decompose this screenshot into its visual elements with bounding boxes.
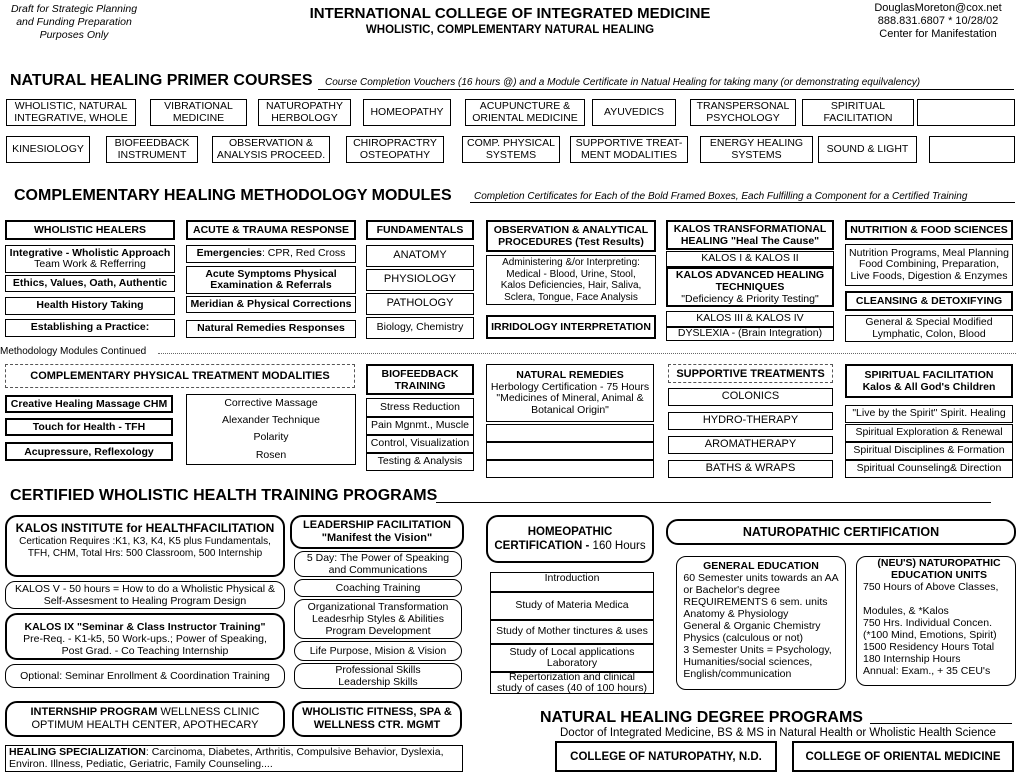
homeo-tinctures: Study of Mother tinctures & uses [490, 620, 654, 644]
physical-acupressure: Acupressure, Reflexology [5, 442, 173, 461]
fundamentals-biology: Biology, Chemistry [366, 317, 474, 339]
remedies-empty-3 [486, 460, 654, 478]
leadership-professional: Professional Skills Leadership Skills [294, 663, 462, 689]
supportive-colonics: COLONICS [668, 388, 833, 406]
primer-course-b-5: COMP. PHYSICAL SYSTEMS [462, 136, 560, 163]
module-spiritual-facilitation: SPIRITUAL FACILITATION Kalos & All God's Children [845, 364, 1013, 398]
physical-tfh: Touch for Health - TFH [5, 418, 173, 436]
module-natural-remedies: NATURAL REMEDIES Herbology Certification - 75 Hours "Medicines of Mineral, Animal & Botanical Origin" [486, 364, 654, 422]
college-oriental-medicine: COLLEGE OF ORIENTAL MEDICINE [792, 741, 1014, 772]
module-physical-treatment: COMPLEMENTARY PHYSICAL TREATMENT MODALITIES [5, 364, 355, 388]
general-education: GENERAL EDUCATION 60 Semester units towards an AA or Bachelor's degree REQUIREMENTS 6 sem. units Anatomy & Physiology General & Organic Chemistry Physics (calculous or not) 3 Semester Units = Psychology, Humanities/social sciences, English/communication [676, 556, 846, 690]
primer-course-b-8: SOUND & LIGHT [818, 136, 917, 163]
module-integrative: Integrative - Wholistic Approach Team Work & Refferring [5, 245, 175, 273]
primer-title: NATURAL HEALING PRIMER COURSES [10, 72, 313, 89]
physical-right-list: Corrective Massage Alexander Technique Polarity Rosen [186, 394, 356, 465]
module-supportive-treatments: SUPPORTIVE TREATMENTS [668, 364, 833, 383]
module-emergencies: Emergencies : CPR, Red Cross [186, 245, 356, 263]
module-acute-symptoms: Acute Symptoms Physical Examination & Referrals [186, 266, 356, 294]
primer-note: Course Completion Vouchers (16 hours @) and a Module Certificate in Natual Healing for taking many (or demonstrating equilvalency) [325, 77, 921, 88]
module-irridology: IRRIDOLOGY INTERPRETATION [486, 315, 656, 339]
primer-course-4: HOMEOPATHY [363, 99, 451, 126]
primer-course-b-4: CHIROPRACTRY OSTEOPATHY [346, 136, 444, 163]
primer-course-b-1: KINESIOLOGY [6, 136, 90, 163]
supportive-aroma: AROMATHERAPY [668, 436, 833, 454]
kalos-1-2: KALOS I & KALOS II [666, 251, 834, 267]
bio-control: Control, Visualization [366, 435, 474, 453]
supportive-hydro: HYDRO-THERAPY [668, 412, 833, 430]
primer-course-b-9 [929, 136, 1015, 163]
leadership-life-purpose: Life Purpose, Mision & Vision [294, 641, 462, 661]
contact-info: DouglasMoreton@cox.net 888.831.6807 * 10/28/02 Center for Manifestation [874, 2, 1002, 40]
kalos-dyslexia: DYSLEXIA - (Brain Integration) [666, 327, 834, 341]
homeopathic-certification: HOMEOPATHIC CERTIFICATION - 160 Hours [486, 515, 654, 563]
bio-testing: Testing & Analysis [366, 453, 474, 471]
homeo-materia-medica: Study of Materia Medica [490, 592, 654, 620]
physical-chm: Creative Healing Massage CHM [5, 395, 173, 413]
homeo-repertorization: Repertorization and clinical study of cases (40 of 100 hours) [490, 672, 654, 694]
wholistic-fitness: WHOLISTIC FITNESS, SPA & WELLNESS CTR. MGMT [292, 701, 462, 737]
kalos-3-4: KALOS III & KALOS IV [666, 311, 834, 327]
observation-detail: Administering &/or Interpreting: Medical - Blood, Urine, Stool, Kalos Deficiencies, Hair, Saliva, Sclera, Tongue, Face Analysis [486, 255, 656, 305]
module-biofeedback: BIOFEEDBACK TRAINING [366, 364, 474, 395]
module-fundamentals: FUNDAMENTALS [366, 220, 474, 240]
module-nutrition: NUTRITION & FOOD SCIENCES [845, 220, 1013, 240]
healing-specialization: HEALING SPECIALIZATION: Carcinoma, Diabetes, Arthritis, Compulsive Behavior, Dyslexia, Environ. Illness, Pediatic, Geriatric, Family Counseling.... [5, 745, 463, 772]
college-naturopathy: COLLEGE OF NATUROPATHY, N.D. [555, 741, 777, 772]
leadership-power-speaking: 5 Day: The Power of Speaking and Communications [294, 551, 462, 577]
methodology-note: Completion Certificates for Each of the Bold Framed Boxes, Each Fulfilling a Component for a Certified Training [474, 191, 968, 202]
cleansing-detail: General & Special Modified Lymphatic, Colon, Blood [845, 315, 1013, 342]
page-subtitle: WHOLISTIC, COMPLEMENTARY NATURAL HEALING [365, 24, 655, 36]
leadership-organizational: Organizational Transformation Leadesrhip Styles & Abilities Program Development [294, 599, 462, 639]
supportive-baths: BATHS & WRAPS [668, 460, 833, 478]
spiritual-counseling: Spiritual Counseling& Direction [845, 460, 1013, 478]
internship-program: INTERNSHIP PROGRAM WELLNESS CLINIC OPTIMUM HEALTH CENTER, APOTHECARY [5, 701, 285, 737]
neu-education-units: (NEU'S) NATUROPATHIC EDUCATION UNITS 750 Hours of Above Classes, Modules, & *Kalos 750 Hrs. Individual Concen. (*100 Mind, Emotions, Spirit) 1500 Residency Hours Total 180 Internship Hours Annual: Exam., + 35 CEU's [856, 556, 1016, 686]
bio-stress: Stress Reduction [366, 398, 474, 417]
primer-course-9 [917, 99, 1015, 126]
homeo-introduction: Introduction [490, 572, 654, 592]
draft-note: Draft for Strategic Planning and Funding Preparation Purposes Only [10, 3, 138, 41]
spiritual-exploration: Spiritual Exploration & Renewal [845, 424, 1013, 442]
primer-course-1: WHOLISTIC, NATURAL INTEGRATIVE, WHOLE [6, 99, 136, 126]
naturopathic-certification: NATUROPATHIC CERTIFICATION [666, 519, 1016, 545]
kalos-institute-detail: Certication Requires :K1, K3, K4, K5 plus Fundamentals, TFH, CHM, Total Hrs: 500 Classroom, 500 Internship [19, 536, 271, 559]
primer-course-6: AYUVEDICS [592, 99, 676, 126]
module-kalos-transformational: KALOS TRANSFORMATIONAL HEALING "Heal The Cause" [666, 220, 834, 250]
primer-course-7: TRANSPERSONAL PSYCHOLOGY [690, 99, 796, 126]
fundamentals-physiology: PHYSIOLOGY [366, 269, 474, 291]
kalos-institute-title: KALOS INSTITUTE for HEALTHFACILITATION [15, 521, 275, 535]
primer-course-b-2: BIOFEEDBACK INSTRUMENT [106, 136, 198, 163]
module-acute-trauma: ACUTE & TRAUMA RESPONSE [186, 220, 356, 240]
leadership-coaching: Coaching Training [294, 579, 462, 597]
module-establishing-practice: Establishing a Practice: [5, 319, 175, 337]
methodology-title: COMPLEMENTARY HEALING METHODOLOGY MODULES [14, 187, 452, 204]
module-kalos-advanced: KALOS ADVANCED HEALING TECHNIQUES "Deficiency & Priority Testing" [666, 267, 834, 307]
module-meridian: Meridian & Physical Corrections [186, 296, 356, 313]
leadership-facilitation: LEADERSHIP FACILITATION "Manifest the Vision" [290, 515, 464, 549]
nutrition-detail: Nutrition Programs, Meal Planning Food Combining, Preparation, Live Foods, Digestion & Enzymes [845, 244, 1013, 286]
modules-continued-label: Methodology Modules Continued [0, 346, 147, 357]
module-ethics: Ethics, Values, Oath, Authentic [5, 275, 175, 292]
degree-subtitle: Doctor of Integrated Medicine, BS & MS in Natural Health or Wholistic Health Science [560, 727, 996, 739]
module-health-history: Health History Taking [5, 297, 175, 315]
fundamentals-pathology: PATHOLOGY [366, 293, 474, 315]
primer-course-5: ACUPUNCTURE & ORIENTAL MEDICINE [465, 99, 585, 126]
bio-pain: Pain Mgnmt., Muscle [366, 417, 474, 435]
spiritual-disciplines: Spiritual Disciplines & Formation [845, 442, 1013, 460]
module-natural-remedies-responses: Natural Remedies Responses [186, 320, 356, 338]
certified-title: CERTIFIED WHOLISTIC HEALTH TRAINING PROGRAMS [10, 487, 438, 504]
kalos-ix-title: KALOS IX "Seminar & Class Instructor Training" [24, 621, 266, 633]
primer-course-b-7: ENERGY HEALING SYSTEMS [700, 136, 813, 163]
primer-course-3: NATUROPATHY HERBOLOGY [258, 99, 351, 126]
page-title: INTERNATIONAL COLLEGE OF INTEGRATED MEDICINE [309, 5, 711, 22]
primer-course-b-6: SUPPORTIVE TREAT- MENT MODALITIES [570, 136, 688, 163]
kalos-optional: Optional: Seminar Enrollment & Coordination Training [5, 664, 285, 688]
primer-course-8: SPIRITUAL FACILITATION [802, 99, 914, 126]
kalos-ix-detail: Pre-Req. - K1-k5, 50 Work-ups.; Power of Speaking, Post Grad. - Co Teaching Internship [23, 633, 267, 657]
remedies-empty-2 [486, 442, 654, 460]
module-cleansing: CLEANSING & DETOXIFYING [845, 291, 1013, 311]
kalos-v: KALOS V - 50 hours = How to do a Wholistic Physical & Self-Assesment to Healing Program Design [5, 581, 285, 609]
module-observation: OBSERVATION & ANALYTICAL PROCEDURES (Test Results) [486, 220, 656, 252]
remedies-empty-1 [486, 424, 654, 442]
spiritual-live: "Live by the Spirit" Spirit. Healing [845, 405, 1013, 423]
module-wholistic-healers: WHOLISTIC HEALERS [5, 220, 175, 240]
fundamentals-anatomy: ANATOMY [366, 245, 474, 267]
homeo-local-applications: Study of Local applications Laboratory [490, 644, 654, 672]
primer-course-b-3: OBSERVATION & ANALYSIS PROCEED. [212, 136, 330, 163]
primer-course-2: VIBRATIONAL MEDICINE [150, 99, 247, 126]
degree-title: NATURAL HEALING DEGREE PROGRAMS [540, 709, 863, 726]
